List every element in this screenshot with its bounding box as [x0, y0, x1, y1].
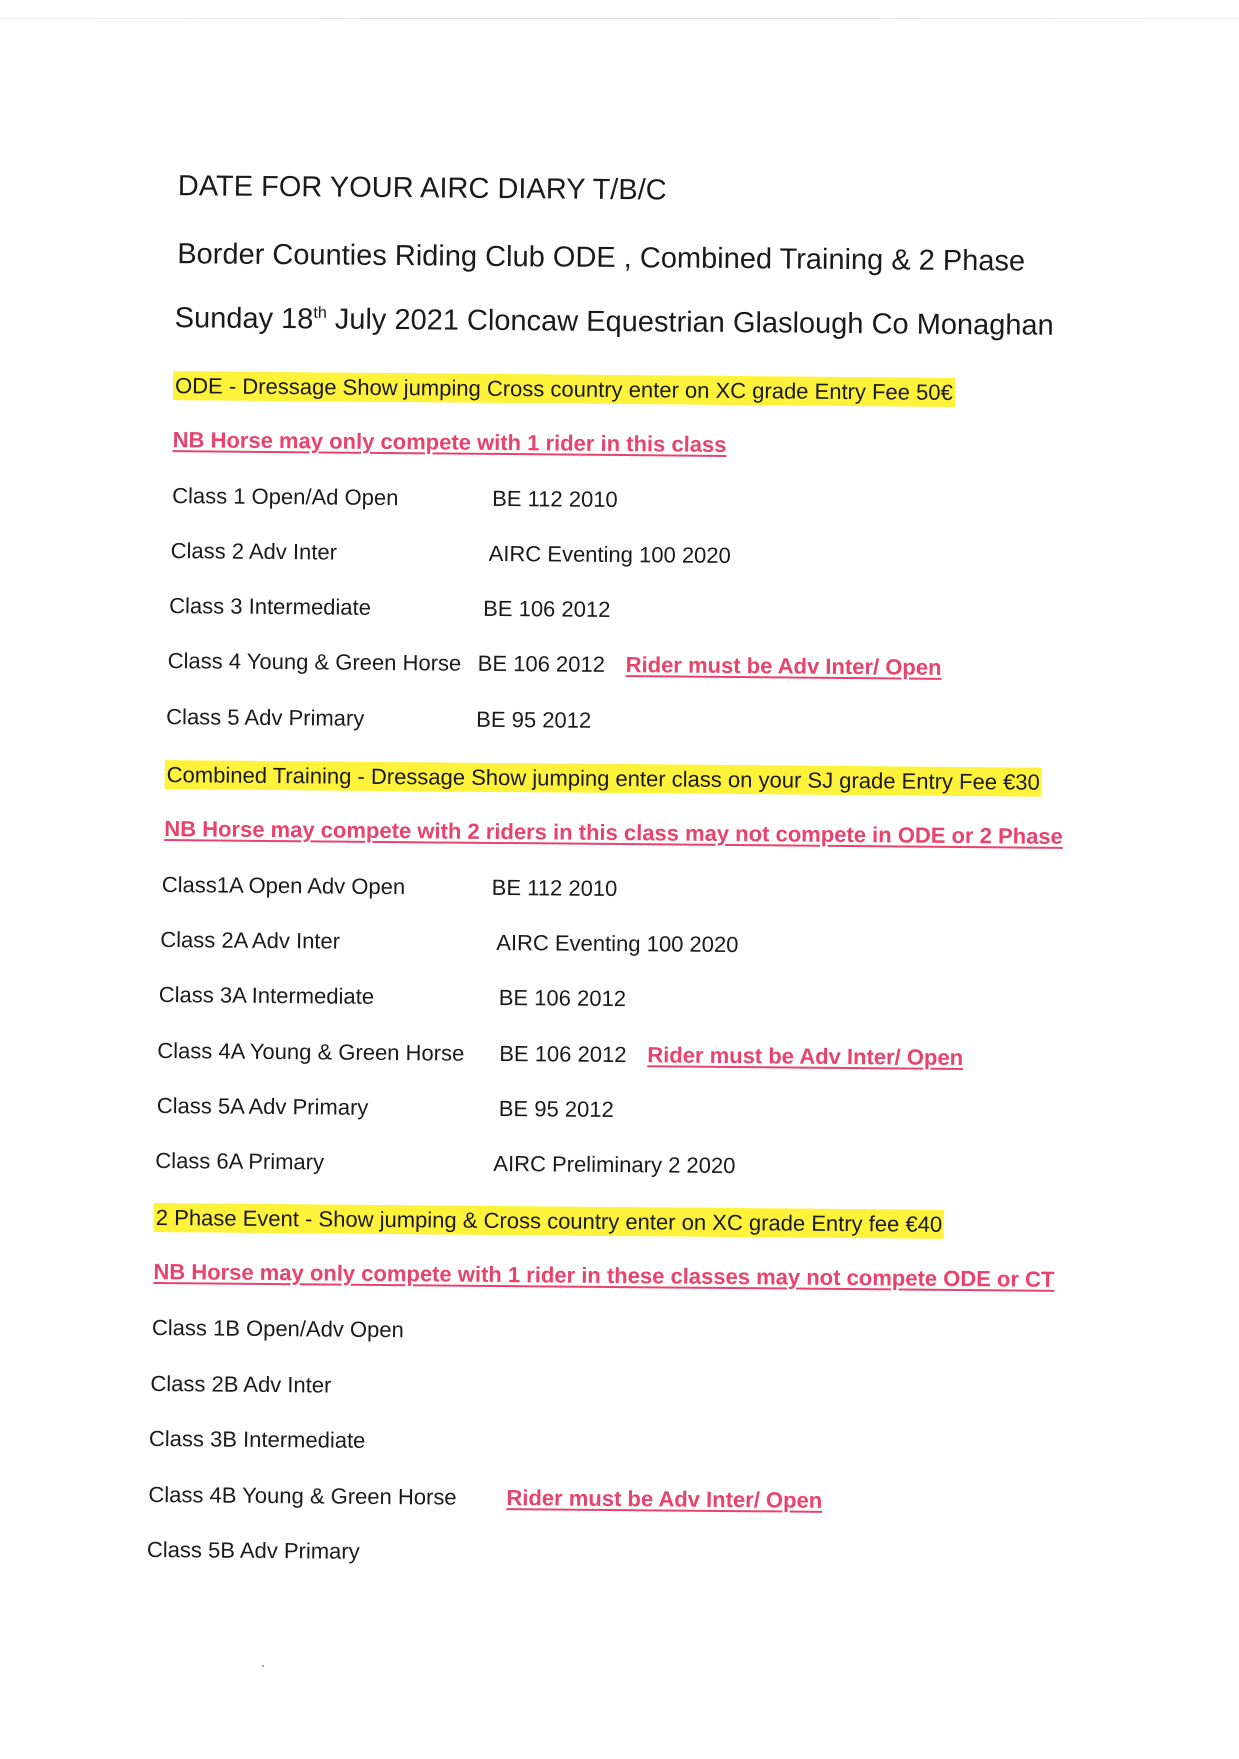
class-name: Class 2 Adv Inter [170, 538, 338, 565]
class-test: AIRC Eventing 100 2020 [496, 929, 739, 958]
twophase-heading [154, 1205, 945, 1238]
ct-note: NB Horse may compete with 2 riders in this class may not compete in ODE or 2 Phase [164, 816, 1063, 849]
class-name: Class 5A Adv Primary [156, 1093, 369, 1120]
event-date-prefix: Sunday 18 [174, 302, 314, 336]
class-row [157, 1038, 964, 1071]
class-name: Class 3A Intermediate [158, 982, 375, 1009]
event-venue: July 2021 Cloncaw Equestrian Glaslough Co Monaghan [326, 303, 1054, 342]
class-rider-note: Rider must be Adv Inter/ Open [647, 1042, 964, 1071]
class-row [158, 982, 627, 1012]
twophase-heading-text: 2 Phase Event - Show jumping & Cross country enter on XC grade Entry fee €40 [154, 1203, 945, 1239]
class-row [156, 1093, 614, 1122]
class-name: Class 3B Intermediate [148, 1425, 366, 1453]
class-row [155, 1147, 736, 1179]
ode-note: NB Horse may only compete with 1 rider in this class [172, 427, 727, 457]
twophase-note: NB Horse may only compete with 1 rider in these classes may not compete ODE or CT [153, 1258, 1055, 1292]
class-test: BE 95 2012 [498, 1095, 614, 1122]
class-row [170, 538, 731, 568]
class-row [150, 1371, 331, 1399]
class-test: AIRC Eventing 100 2020 [488, 540, 731, 568]
class-row [161, 872, 618, 902]
class-name: Class 1 Open/Ad Open [172, 483, 399, 511]
class-name: Class 5 Adv Primary [166, 704, 365, 731]
class-name: Class 6A Primary [155, 1147, 325, 1175]
class-name: Class 2B Adv Inter [150, 1370, 332, 1398]
class-test: BE 112 2010 [492, 485, 618, 513]
ct-heading-text: Combined Training - Dressage Show jumping enter class on your SJ grade Entry Fee €30 [165, 760, 1042, 797]
class-test: BE 106 2012 [483, 595, 611, 622]
class-name: Class 1B Open/Adv Open [151, 1314, 404, 1343]
class-test: BE 106 2012 [498, 984, 627, 1012]
class-name: Class 3 Intermediate [169, 593, 372, 620]
class-row [160, 927, 739, 958]
class-row [169, 593, 611, 622]
scan-speck [262, 1665, 264, 1667]
class-rider-note: Rider must be Adv Inter/ Open [625, 652, 942, 680]
class-row [167, 648, 942, 680]
class-name: Class1A Open Adv Open [161, 872, 406, 900]
class-test: BE 106 2012 [499, 1040, 627, 1068]
class-name: Class 4B Young & Green Horse [148, 1481, 457, 1510]
class-name: Class 5B Adv Primary [146, 1536, 360, 1564]
class-rider-note: Rider must be Adv Inter/ Open [506, 1485, 823, 1513]
event-date-venue [175, 302, 1054, 343]
class-name: Class 4A Young & Green Horse [157, 1038, 465, 1066]
class-test: AIRC Preliminary 2 2020 [493, 1150, 736, 1179]
class-row [148, 1481, 823, 1513]
class-row [152, 1315, 404, 1343]
diary-title: DATE FOR YOUR AIRC DIARY T/B/C [177, 170, 667, 207]
event-date-suffix: th [313, 304, 327, 322]
class-row [166, 704, 592, 733]
class-row [147, 1537, 360, 1565]
ode-heading-text: ODE - Dressage Show jumping Cross country enter on XC grade Entry Fee 50€ [173, 371, 955, 407]
class-row [149, 1426, 366, 1454]
ode-heading [173, 373, 955, 406]
class-test: BE 95 2012 [476, 706, 592, 733]
class-test: BE 106 2012 [477, 650, 606, 677]
class-name: Class 4 Young & Green Horse [167, 648, 462, 676]
class-test: BE 112 2010 [491, 874, 618, 902]
class-name: Class 2A Adv Inter [160, 927, 341, 954]
ct-heading [165, 762, 1042, 796]
class-row [172, 483, 618, 513]
event-title: Border Counties Riding Club ODE , Combined Training & 2 Phase [177, 238, 1026, 278]
